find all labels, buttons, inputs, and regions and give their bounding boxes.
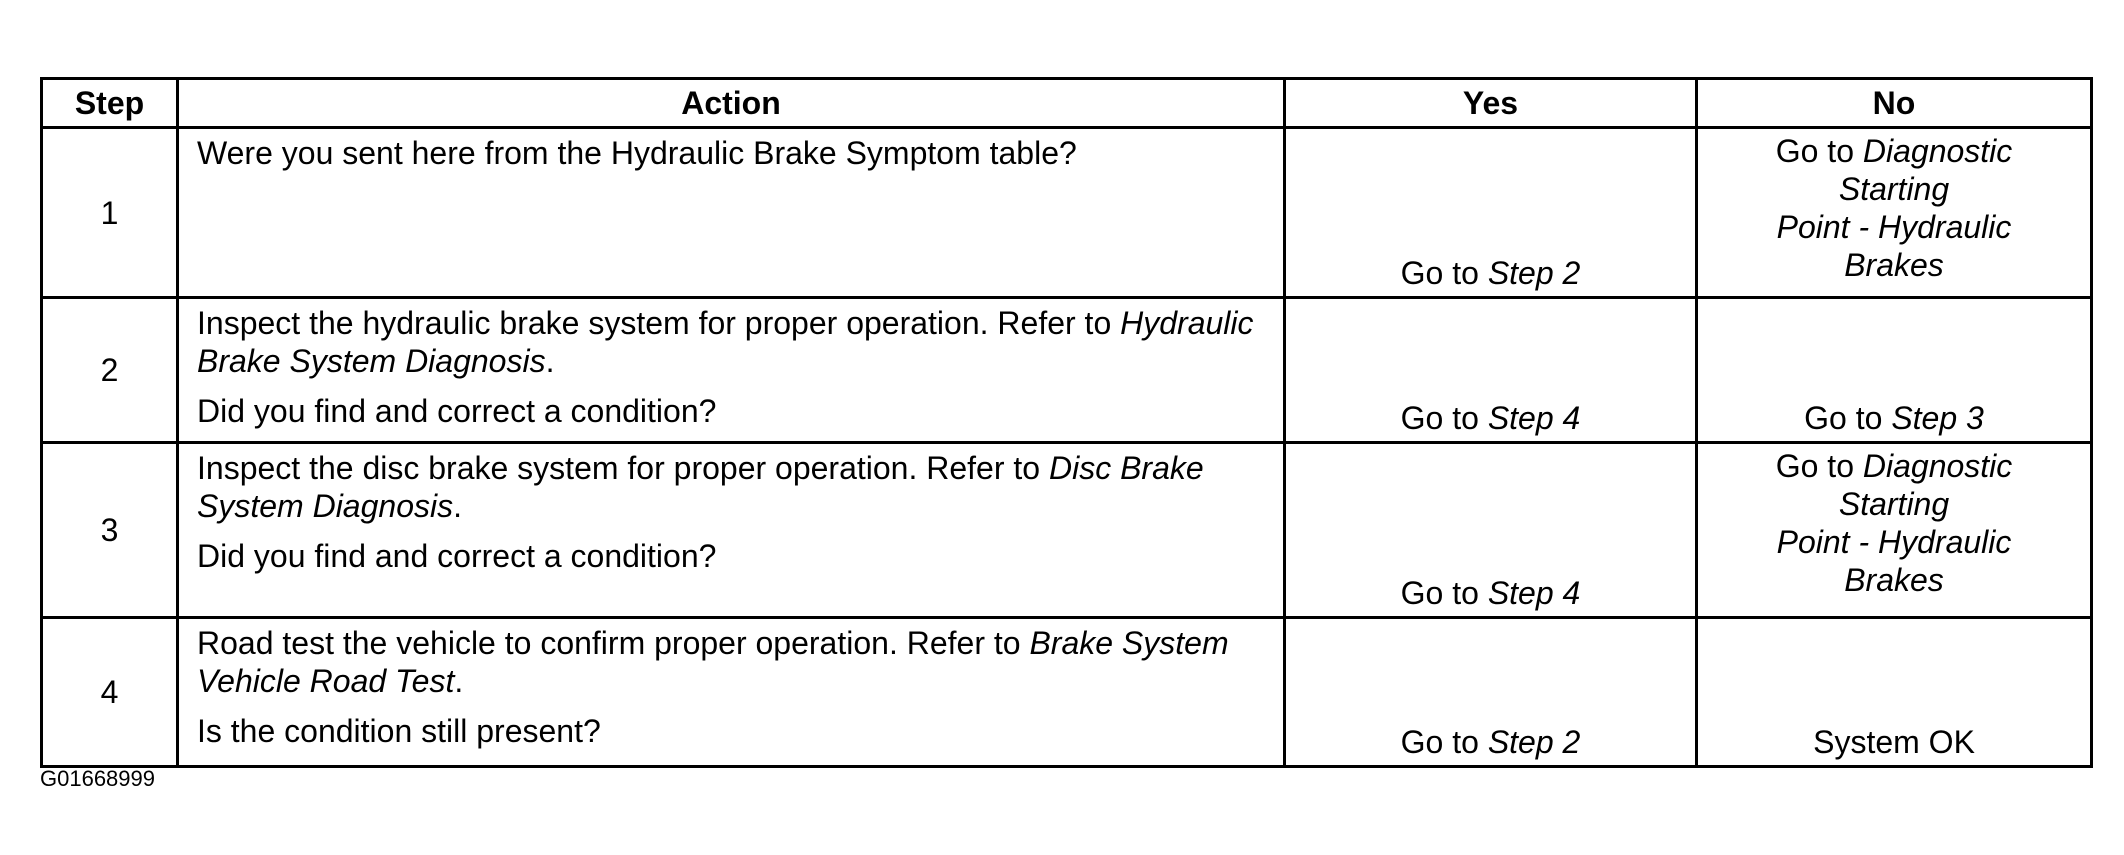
no-ref-link[interactable]: Diagnostic (1862, 448, 2013, 484)
no-ref-link[interactable]: Point - Hydraulic (1776, 209, 2012, 245)
table-header-row (42, 79, 2092, 128)
action-question: Is the condition still present? (197, 713, 601, 749)
header-action: Action (178, 79, 1285, 128)
yes-prefix: Go to (1400, 255, 1488, 291)
yes-cell (1285, 128, 1697, 298)
yes-step-link[interactable]: Step 2 (1487, 255, 1581, 291)
table-row (42, 128, 2092, 298)
header-no: No (1697, 79, 2092, 128)
yes-step-link[interactable]: Step 4 (1487, 400, 1581, 436)
action-question: Did you find and correct a condition? (197, 538, 717, 574)
yes-cell (1285, 298, 1697, 443)
action-text: Road test the vehicle to confirm proper operation. Refer to (197, 625, 1030, 661)
step-number: 3 (42, 443, 178, 618)
yes-prefix: Go to (1400, 400, 1488, 436)
action-ref-link[interactable]: Disc Brake System Diagnosis (197, 450, 1204, 524)
action-cell (178, 443, 1285, 618)
no-line-1 (1698, 132, 2090, 170)
action-ref-link[interactable]: Hydraulic Brake System Diagnosis (197, 305, 1254, 379)
table-row (42, 443, 2092, 618)
no-prefix: Go to (1804, 400, 1892, 436)
action-instruction (197, 304, 1269, 380)
no-cell (1697, 298, 2092, 443)
diagnostic-table (40, 77, 2093, 768)
action-question: Did you find and correct a condition? (197, 393, 717, 429)
no-step-link[interactable]: Step 3 (1891, 400, 1984, 436)
no-cell (1697, 128, 2092, 298)
action-ref-link[interactable]: Brake System Vehicle Road Test (197, 625, 1229, 699)
yes-step-link[interactable]: Step 4 (1487, 575, 1581, 611)
no-ref-link[interactable]: Starting (1838, 171, 1950, 207)
action-text: Were you sent here from the Hydraulic Brake Symptom table? (197, 135, 1077, 171)
yes-prefix: Go to (1400, 724, 1488, 760)
yes-prefix: Go to (1400, 575, 1488, 611)
no-ref-link[interactable]: Starting (1838, 486, 1950, 522)
no-prefix: Go to (1775, 448, 1863, 484)
action-cell (178, 618, 1285, 767)
no-ref-link[interactable]: Brakes (1844, 247, 1944, 283)
figure-id-label: G01668999 (40, 766, 155, 791)
yes-step-link[interactable]: Step 2 (1487, 724, 1581, 760)
no-prefix: Go to (1775, 133, 1863, 169)
no-cell (1697, 443, 2092, 618)
no-line-1 (1698, 447, 2090, 485)
action-text: Inspect the disc brake system for proper operation. Refer to (197, 450, 1049, 486)
no-ref-link[interactable]: Brakes (1844, 562, 1944, 598)
action-instruction (197, 449, 1269, 525)
header-step: Step (42, 79, 178, 128)
table-row (42, 618, 2092, 767)
no-ref-link[interactable]: Point - Hydraulic (1776, 524, 2012, 560)
step-number: 4 (42, 618, 178, 767)
no-ref-link[interactable]: Diagnostic (1862, 133, 2013, 169)
action-text-end: . (454, 663, 464, 699)
yes-cell (1285, 443, 1697, 618)
action-text-end: . (453, 488, 462, 524)
table-row (42, 298, 2092, 443)
no-result: System OK (1813, 724, 1975, 760)
action-text: Inspect the hydraulic brake system for proper operation. Refer to (197, 305, 1121, 341)
no-cell (1697, 618, 2092, 767)
step-number: 2 (42, 298, 178, 443)
yes-cell (1285, 618, 1697, 767)
header-yes: Yes (1285, 79, 1697, 128)
action-text-end: . (545, 343, 555, 379)
action-cell (178, 128, 1285, 298)
step-number: 1 (42, 128, 178, 298)
action-cell (178, 298, 1285, 443)
action-instruction (197, 624, 1269, 700)
